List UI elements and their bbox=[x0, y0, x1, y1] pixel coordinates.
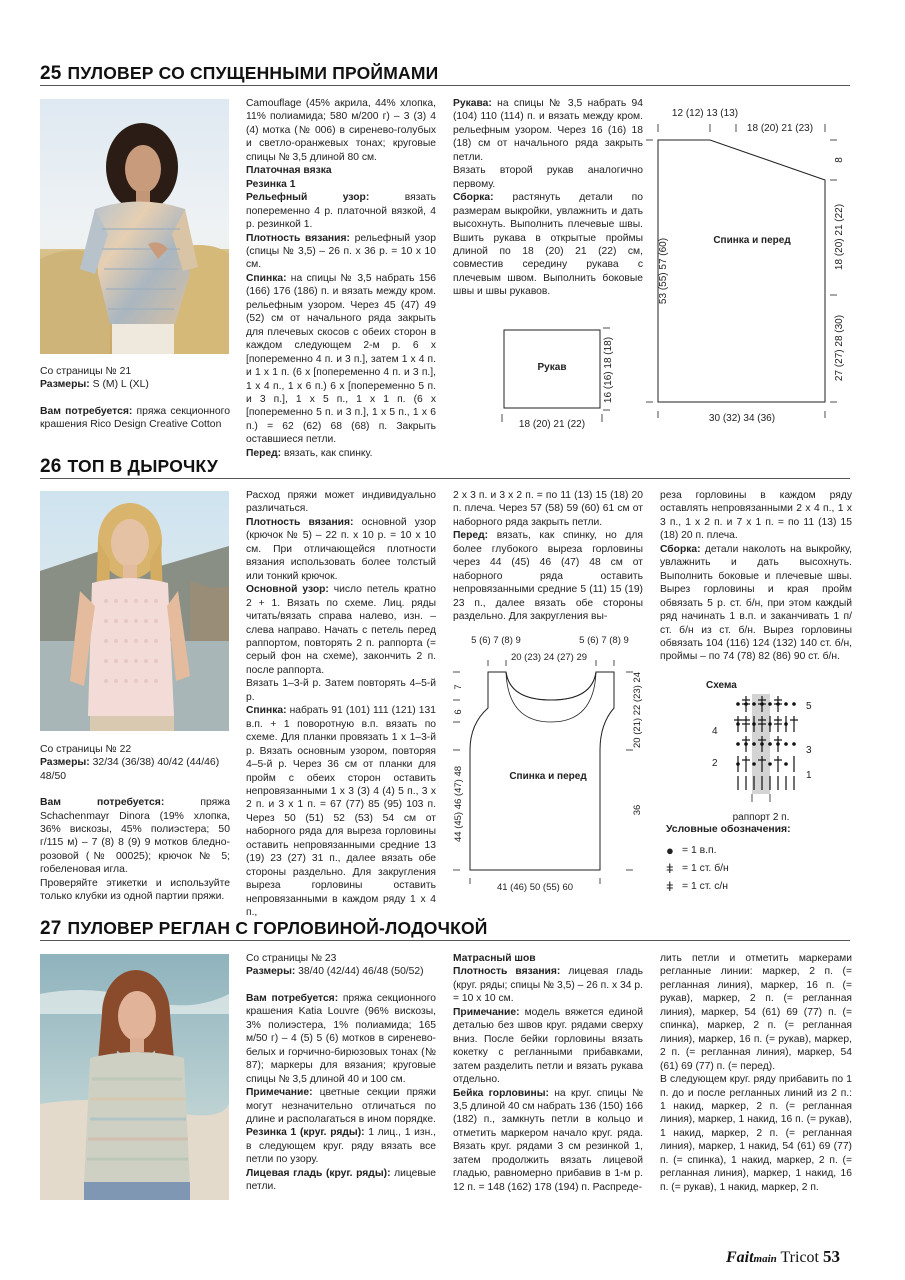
single-crochet-icon: ǂ bbox=[666, 860, 674, 876]
section-number: 25 bbox=[40, 63, 62, 84]
left-height-label: 44 (45) 46 (47) 48 bbox=[453, 765, 464, 843]
row-number: 3 bbox=[806, 745, 812, 756]
row-number: 5 bbox=[806, 701, 812, 712]
section-rule bbox=[40, 85, 850, 86]
top-right-label: 18 (20) 21 (23) bbox=[746, 123, 814, 134]
section-25-column-2: Рукава: на спицы № 3,5 набрать 94 (104) 110 (114) п. и вязать между кром. рельефным узором. Через 16 (16) 18 (18) см от начального ряда закрыть петли. Вязать второй рукав аналогично первому. Сборка: растянуть детали по размерам выкройки, увлажнить и дать высохнуть. Выполнить плечевые швы. Вшить рукава в открытые проймы длиной по 18 (20) 21 (22) см, совместив середину рукава с плечевым швом. Выполнить боковые швы и швы рукавов. bbox=[453, 98, 643, 298]
right-bottom-label: 27 (27) 28 (30) bbox=[834, 314, 845, 382]
section-26-column-3: реза горловины в каждом ряду оставлять непровязанными 2 х 4 п., 1 х 3 п., 1 х 2 п. и 7 х 1 п. = по 11 (13) 15 (18) 20 п. плеча. Сборка: детали наколоть на выкройку, увлажнить и дать высохнуть. Выполнить боковые и плечевые швы. Вырез горловины и края пройм обвязать 5 р. ст. б/н, при этом каждый ряд начинать 1 в.п. и заканчивать 1 п/ст. б/н из ст. б/н. Вырез горловины обвязать 104 (116) 124 (132) 140 ст. б/н, проймы – по 74 (78) 82 (86) 90 ст. б/н. bbox=[660, 490, 852, 663]
top-left-label: 12 (12) 13 (13) bbox=[671, 108, 739, 119]
top-left-label: 5 (6) 7 (8) 9 bbox=[471, 635, 521, 646]
right-mid-label: 18 (20) 21 (22) bbox=[834, 203, 845, 271]
top-mid-label: 20 (23) 24 (27) 29 bbox=[510, 652, 588, 663]
legend-item: ǂ = 1 ст. с/н bbox=[666, 878, 729, 894]
bottom-label: 41 (46) 50 (55) 60 bbox=[496, 882, 574, 893]
row-number: 4 bbox=[712, 726, 718, 737]
from-page: Со страницы № 21 bbox=[40, 366, 132, 377]
sleeve-label: Рукав bbox=[537, 362, 567, 373]
right-armhole-label: 20 (21) 22 (23) 24 bbox=[632, 671, 643, 749]
legend-item: ● = 1 в.п. bbox=[666, 842, 717, 858]
schema-title: Схема bbox=[706, 680, 737, 691]
sizes: Размеры: S (M) L (XL) bbox=[40, 379, 149, 391]
chain-stitch-icon: ● bbox=[666, 842, 674, 858]
section-27-column-2: Матрасный шов Плотность вязания: лицевая гладь (круг. ряды; спицы № 3,5) – 26 п. х 34 р. = 10 х 10 см. Примечание: модель вяжется единой деталью без швов круг. рядами сверху вниз. После бейки горловины вязать кокетку с регланными прибавками, затем разделить петли и вязать рукава отдельно. Бейка горловины: на круг. спицы № 3,5 длиной 40 см набрать 136 (150) 166 (182) п., замкнуть петли в кольцо и отметить маркером начало круг. ряда. Вязать круг. рядами 3 см резинкой 1, затем продолжить вязать лицевой гладью, равномерно прибавив в 1-м р. 12 п. = 148 (162) 178 (194) п. Распреде- bbox=[453, 953, 643, 1193]
section-25-title: 25 ПУЛОВЕР СО СПУЩЕННЫМИ ПРОЙМАМИ bbox=[40, 63, 439, 84]
model-photo bbox=[40, 954, 229, 1200]
section-25-column-1: Camouflage (45% акрила, 44% хлопка, 11% полиамида; 580 м/200 г) – 3 (3) 4 (4) мотка (№ 006) в сиренево-голубых и светло-оранжевых тонах; круговые спицы № 3,5 длиной 80 см. Платочная вязка Резинка 1 Рельефный узор: вязать попеременно 4 р. платочной вязкой, 4 р. резинкой 1. Плотность вязания: рельефный узор (спицы № 3,5) – 26 п. х 36 р. = 10 х 10 см. Спинка: на спицы № 3,5 набрать 156 (166) 176 (186) п. и вязать между кром. рельефным узором. Через 45 (47) 49 (52) см от начального ряда закрыть для плечевых скосов с обеих сторон в каждом следующем 2-м р. 6 х [попеременно 4 п. и 3 п.], затем 1 х 4 п. и 1 х 1 п. (6 х [попеременно 4 п. и 3 п.], 1 х 4 п., 1 х 6 п.) 6 х [попеременно 5 п. и 3 п.], 1 х 5 п., 1 х 1 п. (6 х [попеременно 5 п. и 3 п.], 1 х 5 п., 1 х 6 п.) = 62 (62) 68 (68) п. Закрыть оставшиеся петли. Перед: вязать, как спинку. bbox=[246, 98, 436, 459]
bottom-label: 30 (32) 34 (36) bbox=[708, 413, 776, 424]
top-right-label: 5 (6) 7 (8) 9 bbox=[579, 635, 629, 646]
row-number: 1 bbox=[806, 770, 812, 781]
right-top-label: 8 bbox=[834, 157, 845, 163]
section-27-column-1: Со страницы № 23 Размеры: 38/40 (42/44) 46/48 (50/52) Вам потребуется: пряжа секционного крашения Katia Louvre (96% вискозы, 3% полиэстера, 1% полиамида; 165 м/50 г) – 4 (5) 5 (6) мотков в сиренево-белых и горчично-бирюзовых тонах (№ 87); маркеры для вязания; круговые спицы № 3,5 длиной 40 и 100 см. Примечание: цветные секции пряжи могут незначительно отличаться по длине и располагаться в ином порядке. Резинка 1 (круг. ряды): 1 лиц., 1 изн., в следующем круг. ряду вязать все петли по узору. Лицевая гладь (круг. ряды): лицевые петли. bbox=[246, 953, 436, 1193]
schematic-diagram-26 bbox=[448, 632, 658, 894]
right-36-label: 36 bbox=[632, 804, 643, 816]
section-rule bbox=[40, 478, 850, 479]
section-26-title: 26 ТОП В ДЫРОЧКУ bbox=[40, 456, 218, 477]
schematic-diagram-25 bbox=[490, 100, 845, 430]
sleeve-height-label: 16 (16) 18 (18) bbox=[603, 336, 614, 404]
section-27-column-3: лить петли и отметить маркерами регланные линии: маркер, 2 п. (= регланная линия), маркер, 16 п. (= рукав), маркер, 2 п. (= регланная линия), маркер, 54 (61) 69 (77) п. (= спинка), маркер, 2 п. (= регланная линия), маркер, 16 п. (= рукав), маркер, 2 п. (= регланная линия), маркер, 54 (61) 69 (77) п. (= перед). В следующем круг. ряду прибавить по 1 п. до и после регланных линий из 2 п.: 1 накид, маркер, 2 п. (= регланная линия), маркер, 1 накид, 16 п. (= рукав), 1 накид, маркер, 2 п. (= регланная линия), маркер, 1 накид, 54 (61) 69 (77) п. (= спинка), 1 накид, маркер, 2 п. (= регланная линия), маркер, 1 накид, 16 п. (= рукав), 1 накид, маркер, 2 п. bbox=[660, 953, 852, 1193]
section-26-column-2: 2 х 3 п. и 3 х 2 п. = по 11 (13) 15 (18) 20 п. плеча. Через 57 (58) 59 (60) 61 см от наборного ряда закрыть петли. Перед: вязать, как спинку, но для более глубокого выреза горловины через 44 (45) 46 (47) 48 см от наборного ряда оставить непровязанными средние 5 (11) 15 (19) 23 п., далее вязать обе стороны раздельно. Для закругления вы- bbox=[453, 490, 643, 623]
section-25-meta bbox=[40, 365, 230, 432]
section-26-column-1: Расход пряжи может индивидуально различаться. Плотность вязания: основной узор (крючок № 5) – 22 п. х 10 р. = 10 х 10 см. При отличающейся плотности вязания использовать более толстый или тонкий крючок. Основной узор: число петель кратно 2 + 1. Вязать по схеме. Лиц. ряды читать/вязать справа налево, изн. – слева направо. Начать с петель перед раппортом, повторять 2 п. раппорта (= серый фон на схеме), закончить 2 п. после раппорта. Вязать 1–3-й р. Затем повторять 4–5-й р. Спинка: набрать 91 (101) 111 (121) 131 в.п. + 1 поворотную в.п. вязать по схеме. Для планки провязать 1 х 1–3-й р. Вязать основным узором, повторяя 4–5-й р. Через 36 см от планки для пройм с обеих сторон оставить непровязанными 1 х 3 (3) 4 (4) 5 п., 3 х 2 п. и 3 х 1 п. = 67 (77) 85 (95) 103 п. Через 50 (51) 52 (53) 54 см от наборного ряда для выреза горловины оставить непровязанными средние 13 (19) 23 (27) 31 п., далее вязать обе стороны раздельно. Для закругления выреза горловины оставить непровязанными в каждом ряду 1 х 4 п., bbox=[246, 490, 436, 919]
sleeve-width-label: 18 (20) 21 (22) bbox=[518, 419, 586, 430]
left-6-label: 6 bbox=[453, 709, 464, 715]
section-rule bbox=[40, 940, 850, 941]
model-photo bbox=[40, 99, 229, 354]
left-height-label: 53 (55) 57 (60) bbox=[658, 237, 669, 305]
page-number: 53 bbox=[823, 1247, 840, 1266]
double-crochet-icon: ǂ bbox=[666, 878, 674, 894]
materials: Вам потребуется: пряжа секционного крашения Rico Design Creative Cotton bbox=[40, 405, 230, 431]
stitch-chart bbox=[660, 676, 860, 826]
brand-logo: Fait bbox=[725, 1249, 754, 1266]
legend-item: ǂ = 1 ст. б/н bbox=[666, 860, 729, 876]
body-label: Спинка и перед bbox=[713, 235, 791, 246]
row-number: 2 bbox=[712, 758, 718, 769]
rapport-label: раппорт 2 п. bbox=[732, 812, 790, 823]
body-label: Спинка и перед bbox=[509, 771, 587, 782]
legend-title: Условные обозначения: bbox=[666, 824, 791, 835]
page-footer: Faitmain Tricot 53 bbox=[725, 1247, 840, 1266]
legend bbox=[666, 824, 866, 895]
model-photo bbox=[40, 491, 229, 731]
left-7-label: 7 bbox=[453, 684, 464, 690]
section-26-meta: Со страницы № 22 Размеры: 32/34 (36/38) 40/42 (44/46) 48/50 Вам потребуется: пряжа Schachenmayr Dinora (19% хлопка, 36% вискозы, 45% полиэстера; 50 г/115 м) – 7 (8) 8 (9) 9 мотков бледно-розовой (№ 00025); крючок № 5; гобеленовая игла. Проверяйте этикетки и используйте только клубки из одной партии пряжи. bbox=[40, 744, 230, 903]
section-27-title: 27 ПУЛОВЕР РЕГЛАН С ГОРЛОВИНОЙ-ЛОДОЧКОЙ bbox=[40, 918, 488, 939]
